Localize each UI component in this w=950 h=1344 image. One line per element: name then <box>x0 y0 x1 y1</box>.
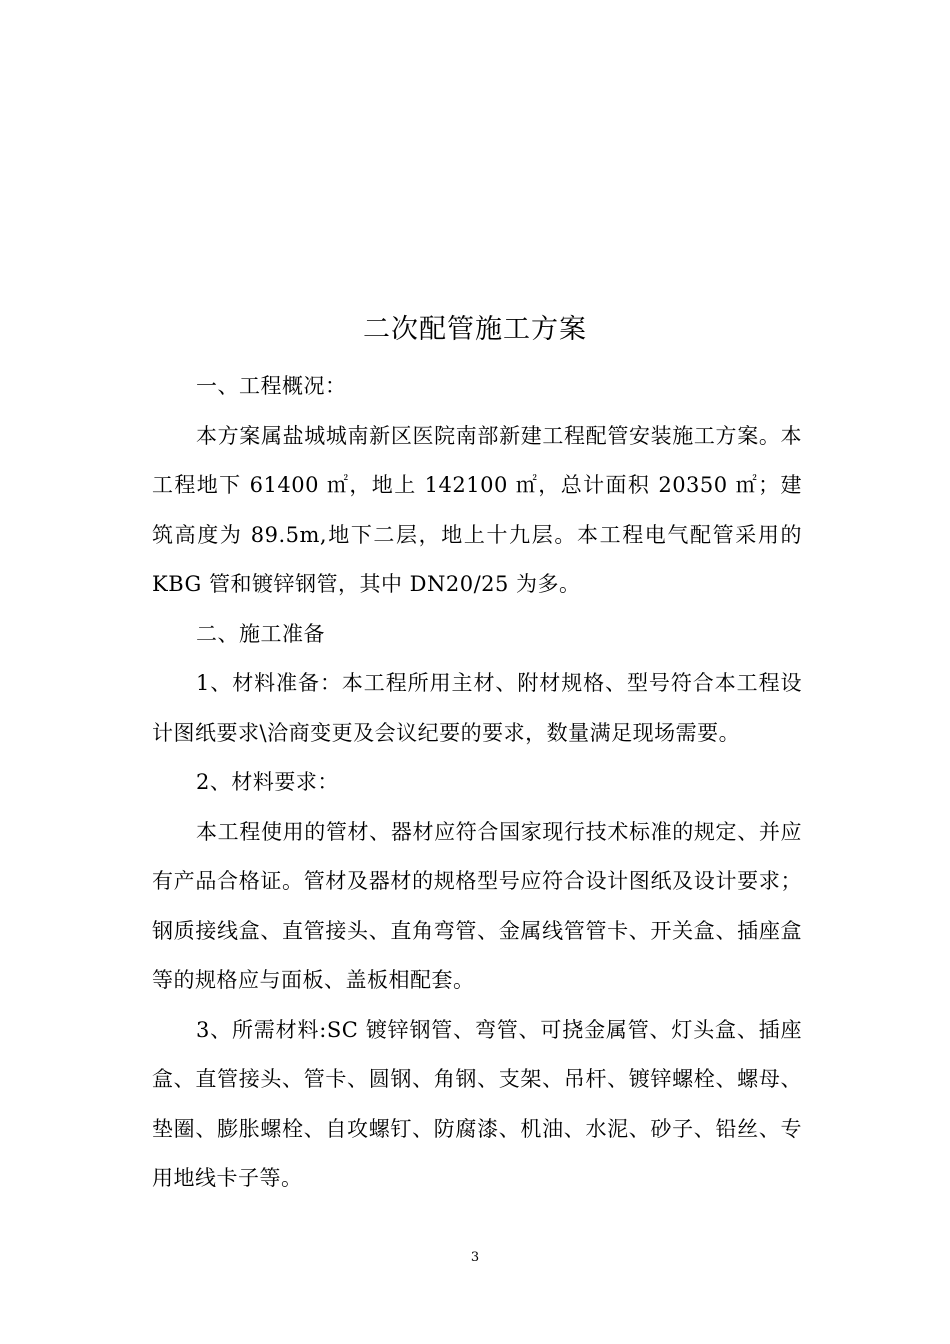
document-body <box>152 362 802 1204</box>
paragraph-material-preparation: 1、材料准备：本工程所用主材、附材规格、型号符合本工程设计图纸要求\洽商变更及会议纪要的要求，数量满足现场需要。 <box>152 671 802 745</box>
section-heading-overview: 一、工程概况： <box>196 374 347 398</box>
paragraph-required-materials: 3、所需材料:SC 镀锌钢管、弯管、可挠金属管、灯头盒、插座盒、直管接头、管卡、圆钢、角钢、支架、吊杆、镀锌螺栓、螺母、垫圈、膨胀螺栓、自攻螺钉、防腐漆、机油、水泥、砂子、铅丝、专用地线卡子等。 <box>152 1017 802 1190</box>
paragraph-overview: 本方案属盐城城南新区医院南部新建工程配管安装施工方案。本工程地下 61400 ㎡，地上 142100 ㎡，总计面积 20350 ㎡；建筑高度为 89.5m,地下二层，地上十九层。本工程电气配管采用的 KBG 管和镀锌钢管，其中 DN20/25 为多。 <box>152 423 802 596</box>
document-title: 二次配管施工方案 <box>363 314 587 345</box>
subheading-material-requirements: 2、材料要求： <box>196 770 339 794</box>
page-number: 3 <box>470 1250 480 1265</box>
section-heading-preparation: 二、施工准备 <box>196 621 325 646</box>
paragraph-material-requirements: 本工程使用的管材、器材应符合国家现行技术标准的规定、并应有产品合格证。管材及器材的规格型号应符合设计图纸及设计要求；钢质接线盒、直管接头、直角弯管、金属线管管卡、开关盒、插座盒等的规格应与面板、盖板相配套。 <box>152 819 802 992</box>
